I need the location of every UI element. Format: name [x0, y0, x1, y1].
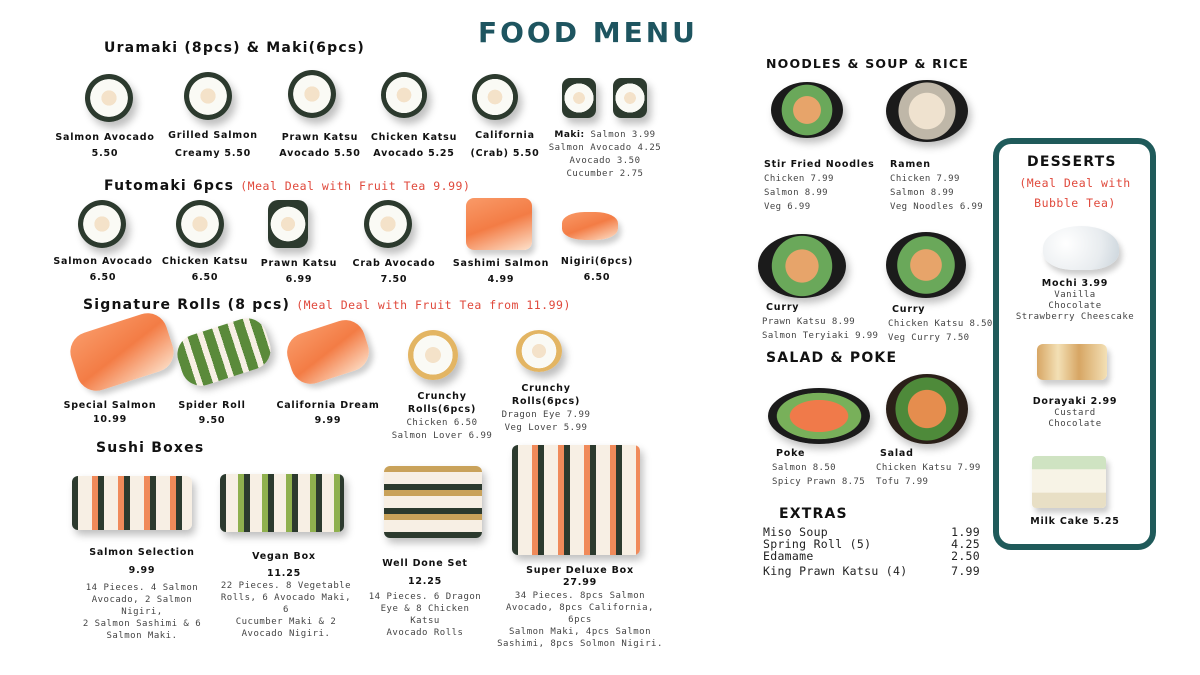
signature-item-name: Special Salmon: [63, 400, 157, 411]
desc-line: Salmon Maki, 4pcs Salmon: [508, 627, 652, 637]
salad-item-line: Salmon 8.50: [772, 463, 837, 473]
maki-line: Cucumber 2.75: [566, 169, 644, 179]
futomaki-salmon-image: [78, 200, 126, 248]
dorayaki-image: [1037, 344, 1107, 380]
desc-line: Cucumber Maki & 2: [235, 617, 337, 627]
extras-item-name: Edamame: [763, 549, 814, 563]
maki-label: Maki:: [554, 130, 585, 140]
uramaki-item-price: (Crab) 5.50: [470, 148, 540, 159]
crunchy-name: Rolls(6pcs): [511, 396, 581, 407]
crunchy-name: Rolls(6pcs): [407, 404, 477, 415]
noodles-item-line: Prawn Katsu 8.99: [762, 317, 856, 327]
noodles-heading: NOODLES & SOUP & RICE: [766, 56, 969, 71]
extras-item-name: Spring Roll (5): [763, 537, 872, 551]
maki-line: Salmon Avocado 4.25: [548, 143, 662, 153]
futomaki-prawn-image: [268, 200, 308, 248]
futomaki-item-price: 4.99: [487, 274, 515, 285]
maki-line: Salmon 3.99: [590, 130, 656, 140]
grilled-salmon-roll-image: [184, 72, 232, 120]
desc-line: Salmon Maki.: [106, 631, 178, 641]
poke-image: [768, 388, 870, 444]
crunchy-rolls-block: [494, 383, 598, 435]
box-item-price: 12.25: [407, 576, 443, 587]
futomaki-chicken-image: [176, 200, 224, 248]
desc-line: Sashimi, 8pcs Solmon Nigiri.: [497, 639, 663, 649]
desc-line: Avocado Nigiri.: [241, 629, 331, 639]
noodles-item: [890, 157, 1000, 213]
uramaki-item-price: Avocado 5.50: [279, 148, 361, 159]
signature-item-name: Spider Roll: [178, 400, 246, 411]
california-dream-image: [282, 315, 374, 389]
extras-item-name: Miso Soup: [763, 525, 829, 539]
uramaki-item-price: 5.50: [91, 148, 119, 159]
desserts-heading: DESSERTS: [1027, 154, 1117, 170]
signature-heading: [83, 297, 571, 313]
ramen-image: [886, 80, 968, 142]
signature-item-name: California Dream: [276, 400, 380, 411]
salmon-avocado-roll-image: [85, 74, 133, 122]
futomaki-item-name: Chicken Katsu: [161, 256, 249, 267]
extras-row: [763, 565, 980, 577]
page-title: FOOD MENU: [478, 16, 698, 49]
noodles-item-name: Curry: [766, 302, 800, 313]
maki-salmon-image: [562, 78, 596, 118]
futomaki-deal: (Meal Deal with Fruit Tea 9.99): [240, 179, 471, 193]
salad-item: [876, 446, 988, 488]
dessert-item-name: Mochi 3.99: [1041, 278, 1109, 289]
chicken-katsu-roll-image: [381, 72, 427, 118]
prawn-katsu-roll-image: [288, 70, 336, 118]
noodles-item-line: Veg Curry 7.50: [888, 333, 970, 343]
crunchy-line: Salmon Lover 6.99: [391, 431, 493, 441]
salad-item-name: Salad: [880, 448, 914, 459]
uramaki-item-name: Grilled Salmon: [168, 130, 258, 141]
crunchy-rolls-block: [390, 391, 494, 443]
noodles-item-line: Chicken 7.99: [764, 174, 834, 184]
salad-item-line: Chicken Katsu 7.99: [876, 463, 981, 473]
noodles-item-name: Curry: [892, 304, 926, 315]
salmon-selection-image: [72, 476, 192, 530]
desc-line: Eye & 8 Chicken Katsu: [380, 604, 470, 626]
extras-item-name: King Prawn Katsu (4): [763, 564, 908, 578]
desserts-deal: Bubble Tea): [1034, 196, 1116, 210]
uramaki-heading: Uramaki (8pcs) & Maki(6pcs): [104, 40, 365, 56]
extras-heading: EXTRAS: [779, 506, 848, 522]
desc-line: 34 Pieces. 8pcs Salmon: [514, 591, 646, 601]
nigiri-image: [562, 212, 618, 240]
box-item-desc: [364, 591, 486, 639]
dessert-item-name: Dorayaki 2.99: [1032, 396, 1118, 407]
california-roll-image: [472, 74, 518, 120]
desc-line: 14 Pieces. 6 Dragon: [368, 592, 482, 602]
futomaki-item-price: 6.50: [89, 272, 117, 283]
extras-item-price: 2.50: [951, 549, 980, 563]
uramaki-item-price: Avocado 5.25: [373, 148, 455, 159]
spider-roll-image: [172, 313, 276, 391]
dessert-item-name: Milk Cake 5.25: [1030, 516, 1120, 527]
futomaki-item-name: Prawn Katsu: [260, 258, 338, 269]
salad-image: [886, 374, 968, 444]
noodles-item-name: Stir Fried Noodles: [764, 159, 875, 170]
super-deluxe-box-image: [512, 445, 640, 555]
extras-item-price: 1.99: [951, 525, 980, 539]
uramaki-item-name: Chicken Katsu: [370, 132, 458, 143]
desc-line: Rolls, 6 Avocado Maki, 6: [220, 593, 352, 615]
maki-avocado-image: [613, 78, 647, 118]
crunchy-line: Dragon Eye 7.99: [501, 410, 591, 420]
box-item-name: Salmon Selection: [89, 547, 195, 558]
desserts-deal: (Meal Deal with: [1019, 176, 1131, 190]
mochi-image: [1043, 226, 1119, 270]
crunchy-name: Crunchy: [521, 383, 571, 394]
maki-line: Avocado 3.50: [569, 156, 641, 166]
vegan-box-image: [220, 474, 344, 532]
signature-item-price: 10.99: [92, 414, 128, 425]
uramaki-item-name: California: [475, 130, 535, 141]
desc-line: Avocado, 2 Salmon Nigiri,: [91, 595, 193, 617]
sashimi-salmon-image: [466, 198, 532, 250]
desc-line: 2 Salmon Sashimi & 6: [82, 619, 202, 629]
noodles-item-line: Chicken 7.99: [890, 174, 960, 184]
milk-cake-image: [1032, 456, 1106, 508]
well-done-set-image: [384, 466, 482, 538]
box-item-desc: [496, 590, 664, 650]
desc-line: 22 Pieces. 8 Vegetable: [220, 581, 352, 591]
box-item-desc: [220, 580, 352, 640]
box-item-price: 9.99: [128, 565, 156, 576]
futomaki-item-name: Salmon Avocado: [53, 256, 153, 267]
futomaki-item-price: 6.50: [583, 272, 611, 283]
futomaki-item-name: Crab Avocado: [352, 258, 436, 269]
boxes-heading: Sushi Boxes: [96, 440, 205, 456]
extras-item-price: 4.25: [951, 537, 980, 551]
dessert-item: [1000, 395, 1150, 430]
uramaki-item-price: Creamy 5.50: [174, 148, 252, 159]
special-salmon-image: [65, 308, 179, 396]
futomaki-item-name: Nigiri(6pcs): [560, 256, 634, 267]
salad-heading: SALAD & POKE: [766, 350, 898, 366]
dessert-item-line: Chocolate: [1048, 301, 1102, 311]
futomaki-crab-image: [364, 200, 412, 248]
noodles-item: [764, 157, 884, 213]
box-item-name: Vegan Box: [252, 551, 316, 562]
dessert-item-line: Chocolate: [1048, 419, 1102, 429]
uramaki-item-name: Salmon Avocado: [55, 132, 155, 143]
extras-item-price: 7.99: [951, 564, 980, 578]
dessert-item-line: Custard: [1054, 408, 1096, 418]
uramaki-item-name: Prawn Katsu: [281, 132, 359, 143]
desc-line: Avocado, 8pcs California, 6pcs: [506, 603, 654, 625]
futomaki-item-price: 7.50: [380, 274, 408, 285]
box-item-price: 11.25: [266, 568, 302, 579]
crunchy-line: Veg Lover 5.99: [504, 423, 588, 433]
noodles-item: [888, 302, 998, 344]
box-item-price: 27.99: [562, 577, 598, 588]
stir-fried-noodles-image: [771, 82, 843, 138]
noodles-item-line: Salmon 8.99: [890, 188, 955, 198]
futomaki-item-name: Sashimi Salmon: [452, 258, 550, 269]
dessert-item: [1000, 277, 1150, 323]
dessert-item-line: Vanilla: [1054, 290, 1096, 300]
desc-line: Avocado Rolls: [386, 628, 464, 638]
salad-item: [772, 446, 882, 488]
box-item-desc: [78, 582, 206, 642]
noodles-item-line: Veg 6.99: [764, 202, 811, 212]
dessert-item-line: Strawberry Cheescake: [1015, 312, 1135, 322]
crunchy-line: Chicken 6.50: [406, 418, 478, 428]
dessert-item: [1000, 515, 1150, 528]
signature-deal: (Meal Deal with Fruit Tea from 11.99): [296, 298, 571, 312]
salad-item-line: Tofu 7.99: [876, 477, 929, 487]
crunchy-roll-image: [408, 330, 458, 380]
noodles-item-line: Salmon 8.99: [764, 188, 829, 198]
noodles-item-line: Veg Noodles 6.99: [890, 202, 984, 212]
noodles-item-line: Salmon Teryiaki 9.99: [762, 331, 879, 341]
salad-item-name: Poke: [776, 448, 806, 459]
desc-line: 14 Pieces. 4 Salmon: [85, 583, 199, 593]
extras-row: [763, 550, 980, 562]
box-item-name: Well Done Set: [382, 558, 468, 569]
curry-chicken-image: [886, 232, 966, 298]
futomaki-heading: [104, 178, 470, 194]
futomaki-item-price: 6.99: [285, 274, 313, 285]
crunchy-name: Crunchy: [417, 391, 467, 402]
signature-title: Signature Rolls (8 pcs): [83, 297, 291, 313]
box-item-name: Super Deluxe Box: [526, 565, 634, 576]
crunchy-roll-image: [516, 330, 562, 372]
salad-item-line: Spicy Prawn 8.75: [772, 477, 866, 487]
curry-prawn-image: [758, 234, 846, 298]
futomaki-title: Futomaki 6pcs: [104, 178, 235, 194]
futomaki-item-price: 6.50: [191, 272, 219, 283]
noodles-item-name: Ramen: [890, 159, 931, 170]
signature-item-price: 9.99: [314, 415, 342, 426]
noodles-item-line: Chicken Katsu 8.50: [888, 319, 993, 329]
maki-block: [545, 129, 665, 181]
signature-item-price: 9.50: [198, 415, 226, 426]
noodles-item: [762, 300, 882, 342]
